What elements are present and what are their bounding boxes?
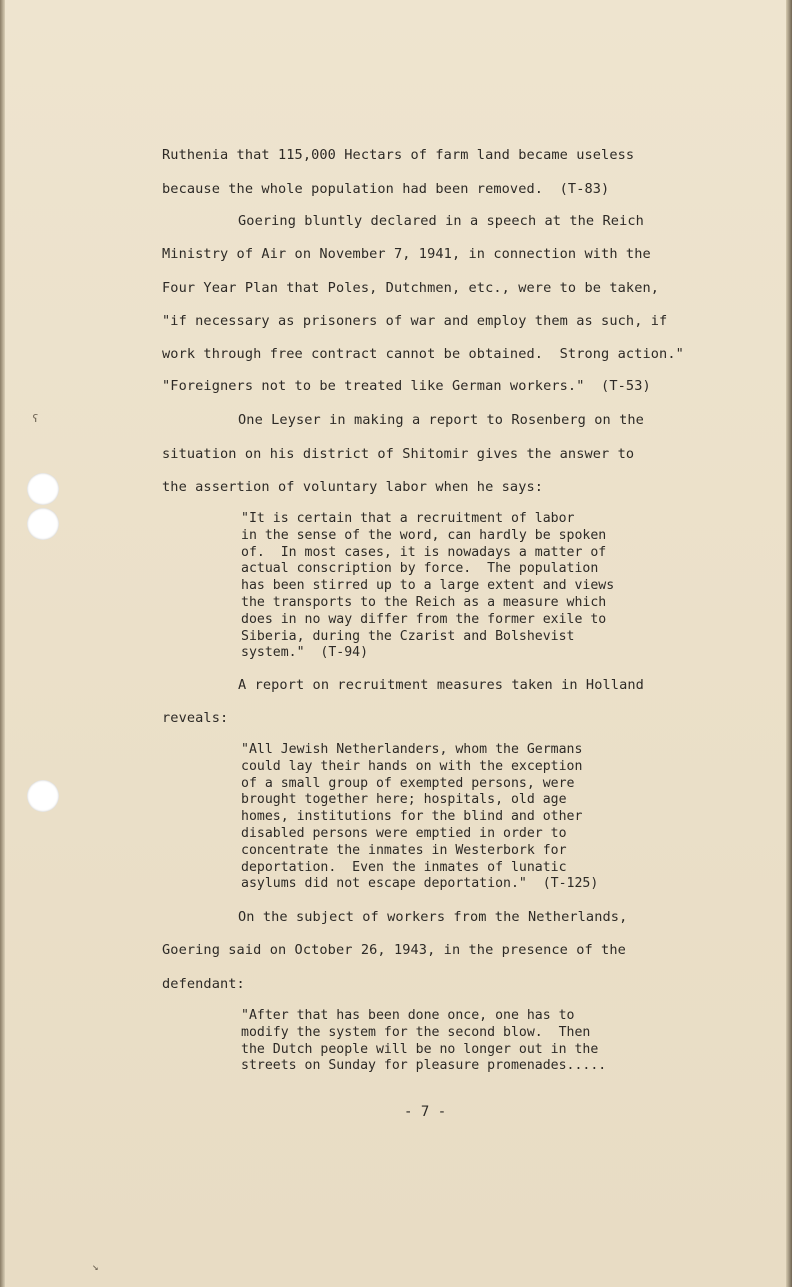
punch-hole-2 <box>27 508 59 540</box>
text-line: Four Year Plan that Poles, Dutchmen, etc., were to be taken, <box>162 280 660 296</box>
text-line: the assertion of voluntary labor when he says: <box>162 479 544 495</box>
text-line: situation on his district of Shitomir gives the answer to <box>162 446 635 462</box>
page-number: - 7 - <box>404 1104 447 1120</box>
paragraph-first-line: On the subject of workers from the Netherlands, <box>238 909 628 925</box>
block-quote-3: "After that has been done once, one has to modify the system for the second blow. Then the Dutch people will be no longer out in the streets on Sunday for pleasure promenades..... <box>241 1008 607 1074</box>
text-line: defendant: <box>162 976 245 992</box>
text-line: Goering said on October 26, 1943, in the presence of the <box>162 942 626 958</box>
margin-scribble: ↘ <box>92 1260 99 1273</box>
text-line: work through free contract cannot be obtained. Strong action." <box>162 346 684 362</box>
punch-hole-3 <box>27 780 59 812</box>
text-line: Ruthenia that 115,000 Hectars of farm land became useless <box>162 147 635 163</box>
block-quote-2: "All Jewish Netherlanders, whom the Germans could lay their hands on with the exception of a small group of exempted persons, were brought together here; hospitals, old age homes, institutions for the blind and other disabled persons were emptied in order to concentrate the inmates in Westerbork for deportation. Even the inmates of lunatic asylums did not escape deportation." (T-125) <box>241 742 599 892</box>
page-right-edge <box>786 0 792 1287</box>
page-left-edge <box>0 0 5 1287</box>
paragraph-first-line: One Leyser in making a report to Rosenberg on the <box>238 412 644 428</box>
text-line: because the whole population had been removed. (T-83) <box>162 181 610 197</box>
paragraph-first-line: Goering bluntly declared in a speech at the Reich <box>238 213 644 229</box>
punch-hole-1 <box>27 473 59 505</box>
paragraph-first-line: A report on recruitment measures taken in Holland <box>238 677 644 693</box>
block-quote-1: "It is certain that a recruitment of labor in the sense of the word, can hardly be spoken of. In most cases, it is nowadays a matter of actual conscription by force. The population has been stirred up to a large extent and views the transports to the Reich as a measure which does in no way differ from the former exile to Siberia, during the Czarist and Bolshevist system." (T-94) <box>241 511 615 661</box>
text-line: reveals: <box>162 710 229 726</box>
text-line: "if necessary as prisoners of war and employ them as such, if <box>162 313 668 329</box>
margin-mark: ʕ <box>32 412 39 425</box>
text-line: Ministry of Air on November 7, 1941, in connection with the <box>162 246 651 262</box>
text-line: "Foreigners not to be treated like German workers." (T-53) <box>162 378 651 394</box>
